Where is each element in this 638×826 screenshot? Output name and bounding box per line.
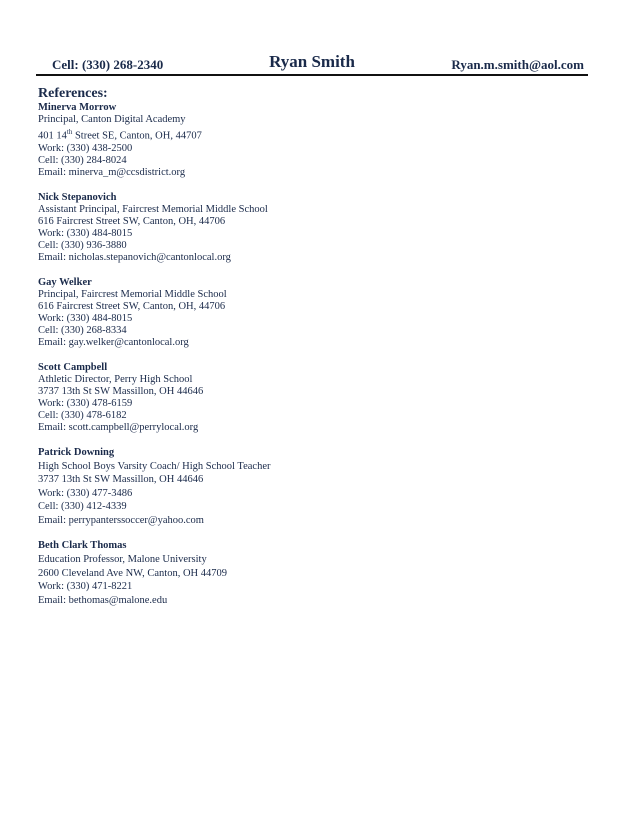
reference-address: 401 14th Street SE, Canton, OH, 44707 xyxy=(38,128,202,142)
reference-work-phone: Work: (330) 477-3486 xyxy=(38,487,133,499)
reference-cell-phone: Cell: (330) 284-8024 xyxy=(38,154,127,166)
reference-entry xyxy=(38,539,598,607)
reference-entry xyxy=(38,361,598,434)
reference-name: Minerva Morrow xyxy=(38,102,117,113)
header-cell-phone: Cell: (330) 268-2340 xyxy=(52,57,164,72)
reference-address: 2600 Cleveland Ave NW, Canton, OH 44709 xyxy=(38,567,227,579)
reference-name: Nick Stepanovich xyxy=(38,191,117,203)
header-email: Ryan.m.smith@aol.com xyxy=(451,57,584,72)
reference-address: 616 Faircrest Street SW, Canton, OH, 44706 xyxy=(38,300,226,312)
reference-work-phone: Work: (330) 484-8015 xyxy=(38,227,133,239)
reference-title: Education Professor, Malone University xyxy=(38,554,207,565)
reference-email: Email: minerva_m@ccsdistrict.org xyxy=(38,166,186,178)
reference-cell-phone: Cell: (330) 478-6182 xyxy=(38,409,127,421)
reference-cell-phone: Cell: (330) 936-3880 xyxy=(38,239,127,251)
reference-entry xyxy=(38,446,598,528)
reference-address: 616 Faircrest Street SW, Canton, OH, 44706 xyxy=(38,215,226,227)
reference-title: Principal, Canton Digital Academy xyxy=(38,114,186,125)
reference-address: 3737 13th St SW Massillon, OH 44646 xyxy=(38,385,204,397)
reference-work-phone: Work: (330) 438-2500 xyxy=(38,142,133,154)
reference-work-phone: Work: (330) 484-8015 xyxy=(38,312,133,324)
reference-address: 3737 13th St SW Massillon, OH 44646 xyxy=(38,474,204,485)
reference-email: Email: bethomas@malone.edu xyxy=(38,594,168,606)
reference-name: Scott Campbell xyxy=(38,361,108,373)
reference-email: Email: perrypanterssoccer@yahoo.com xyxy=(38,514,204,526)
reference-name: Gay Welker xyxy=(38,276,92,288)
header-name: Ryan Smith xyxy=(269,52,355,71)
reference-title: Assistant Principal, Faircrest Memorial Middle School xyxy=(38,203,268,215)
reference-work-phone: Work: (330) 478-6159 xyxy=(38,397,133,409)
reference-work-phone: Work: (330) 471-8221 xyxy=(38,581,133,592)
reference-entry xyxy=(38,101,598,179)
reference-cell-phone: Cell: (330) 268-8334 xyxy=(38,324,127,336)
reference-cell-phone: Cell: (330) 412-4339 xyxy=(38,501,127,512)
references-title: References: xyxy=(38,86,108,101)
reference-title: Principal, Faircrest Memorial Middle School xyxy=(38,288,227,300)
reference-email: Email: scott.campbell@perrylocal.org xyxy=(38,421,199,433)
references-list xyxy=(38,101,598,619)
reference-name: Beth Clark Thomas xyxy=(38,540,127,551)
reference-title: High School Boys Varsity Coach/ High School Teacher xyxy=(38,460,271,472)
reference-entry xyxy=(38,276,598,349)
reference-email: Email: nicholas.stepanovich@cantonlocal.org xyxy=(38,251,231,263)
reference-name: Patrick Downing xyxy=(38,446,115,458)
page-header xyxy=(36,52,588,76)
reference-title: Athletic Director, Perry High School xyxy=(38,373,193,385)
reference-email: Email: gay.welker@cantonlocal.org xyxy=(38,336,189,348)
reference-entry xyxy=(38,191,598,264)
